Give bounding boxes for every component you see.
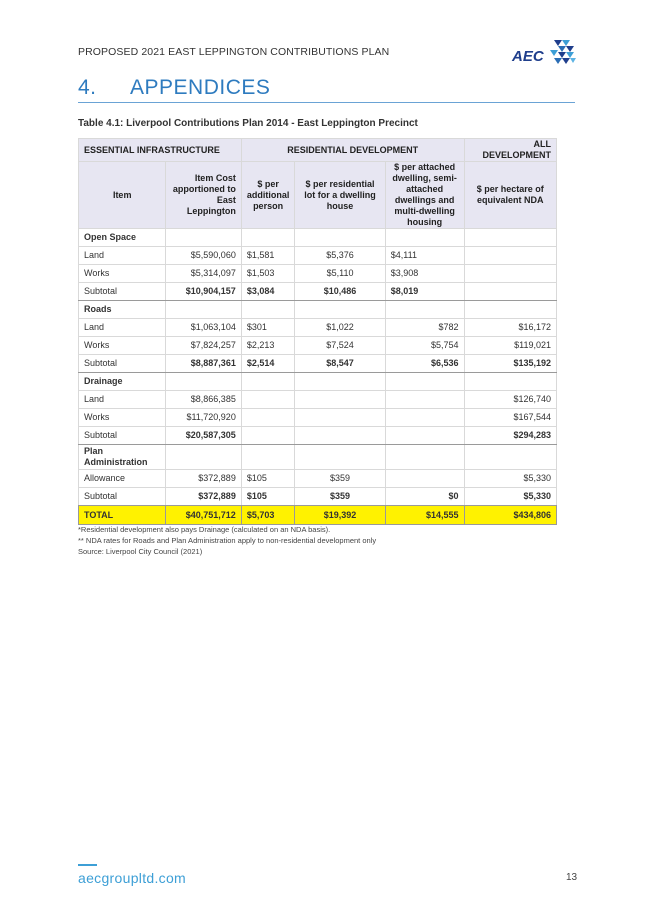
table-cell: $782 [385,319,464,337]
note-line: ** NDA rates for Roads and Plan Administration apply to non-residential development only [78,536,377,545]
table-cell: $3,084 [241,283,295,301]
subtotal-row [79,427,557,445]
table-cell [241,427,295,445]
table-cell: $5,110 [295,265,385,283]
column-header: $ per attached dwelling, semi-attached dwellings and multi-dwelling housing [385,162,464,229]
table-cell: $5,330 [464,488,556,506]
table-cell: $372,889 [166,488,241,506]
table-cell: $294,283 [464,427,556,445]
table-cell: $5,590,060 [166,247,241,265]
table-cell: $5,754 [385,337,464,355]
table-row [79,337,557,355]
table-cell: $10,904,157 [166,283,241,301]
table-cell: Subtotal [79,488,166,506]
section-row-roads [79,301,557,319]
table-cell: Works [79,265,166,283]
table-cell [295,409,385,427]
table-cell: $434,806 [464,506,556,525]
table-cell: $167,544 [464,409,556,427]
section-row-open-space [79,229,557,247]
section-label: Roads [79,301,166,319]
table-cell: $10,486 [295,283,385,301]
section-row-drainage [79,373,557,391]
table-row [79,409,557,427]
table-cell: Subtotal [79,427,166,445]
table-cell: $8,866,385 [166,391,241,409]
table-cell [464,265,556,283]
table-cell: $6,536 [385,355,464,373]
table-cell: $126,740 [464,391,556,409]
table-cell [385,470,464,488]
section-row-plan-administration [79,445,557,470]
table-cell: TOTAL [79,506,166,525]
table-cell: Works [79,337,166,355]
table-cell: Subtotal [79,355,166,373]
table-cell [295,427,385,445]
table-caption: Table 4.1: Liverpool Contributions Plan 2014 - East Leppington Precinct [78,118,418,129]
table-cell: $5,330 [464,470,556,488]
table-cell: $14,555 [385,506,464,525]
column-header-row [79,162,557,229]
table-row [79,391,557,409]
table-cell: Land [79,319,166,337]
table-notes [78,524,376,557]
table-cell: $1,503 [241,265,295,283]
table-cell: $1,581 [241,247,295,265]
section-label: Open Space [79,229,166,247]
group-header-row [79,139,557,162]
group-header-essential: ESSENTIAL INFRASTRUCTURE [79,139,242,162]
table-cell: $7,824,257 [166,337,241,355]
table-cell: Land [79,391,166,409]
note-line: Source: Liverpool City Council (2021) [78,547,203,556]
table-cell: $11,720,920 [166,409,241,427]
table-cell: Land [79,247,166,265]
footer-accent-line [78,864,97,866]
table-cell: $2,514 [241,355,295,373]
subtotal-row [79,355,557,373]
table-cell: Works [79,409,166,427]
table-cell: $19,392 [295,506,385,525]
group-header-residential: RESIDENTIAL DEVELOPMENT [241,139,464,162]
total-row [79,506,557,525]
heading-divider [78,102,575,103]
note-line: *Residential development also pays Drainage (calculated on an NDA basis). [78,525,331,534]
footer-website-link[interactable]: aecgroupltd.com [78,870,187,886]
table-cell: $1,063,104 [166,319,241,337]
table-cell [295,391,385,409]
table-cell: $359 [295,488,385,506]
table-cell: $40,751,712 [166,506,241,525]
table-cell: $5,376 [295,247,385,265]
page-number: 13 [566,872,578,883]
table-cell: $8,887,361 [166,355,241,373]
table-row [79,319,557,337]
table-cell: $372,889 [166,470,241,488]
logo-mosaic-icon [546,38,578,68]
column-header: Item [79,162,166,229]
table-cell [385,427,464,445]
section-heading [78,76,270,100]
table-cell: $8,019 [385,283,464,301]
table-cell: $0 [385,488,464,506]
logo-text: AEC [512,48,544,65]
table-cell: $135,192 [464,355,556,373]
table-cell: $5,703 [241,506,295,525]
table-cell: $105 [241,488,295,506]
table-cell: $1,022 [295,319,385,337]
table-cell [241,391,295,409]
table-cell: $3,908 [385,265,464,283]
section-label: Plan Administration [79,445,166,470]
table-cell: $5,314,097 [166,265,241,283]
table-cell [385,409,464,427]
column-header: $ per residential lot for a dwelling house [295,162,385,229]
table-cell: Allowance [79,470,166,488]
section-number: 4. [78,76,97,99]
group-header-all: ALL DEVELOPMENT [464,139,556,162]
table-cell: $119,021 [464,337,556,355]
subtotal-row [79,488,557,506]
table-row [79,247,557,265]
document-header-title: PROPOSED 2021 EAST LEPPINGTON CONTRIBUTIONS PLAN [78,46,390,58]
column-header: Item Cost apportioned to East Leppington [166,162,241,229]
table-cell [385,391,464,409]
section-label: Drainage [79,373,166,391]
contributions-table [78,138,557,525]
column-header: $ per additional person [241,162,295,229]
table-cell: $4,111 [385,247,464,265]
table-cell: $301 [241,319,295,337]
section-title: APPENDICES [130,76,271,99]
table-cell: $8,547 [295,355,385,373]
table-row [79,265,557,283]
table-cell: Subtotal [79,283,166,301]
table-cell [464,283,556,301]
aec-logo [512,38,578,68]
table-cell [464,247,556,265]
subtotal-row [79,283,557,301]
table-cell: $20,587,305 [166,427,241,445]
table-row [79,470,557,488]
table-cell: $2,213 [241,337,295,355]
table-cell [241,409,295,427]
table-cell: $16,172 [464,319,556,337]
column-header: $ per hectare of equivalent NDA [464,162,556,229]
table-cell: $359 [295,470,385,488]
table-cell: $7,524 [295,337,385,355]
table-cell: $105 [241,470,295,488]
